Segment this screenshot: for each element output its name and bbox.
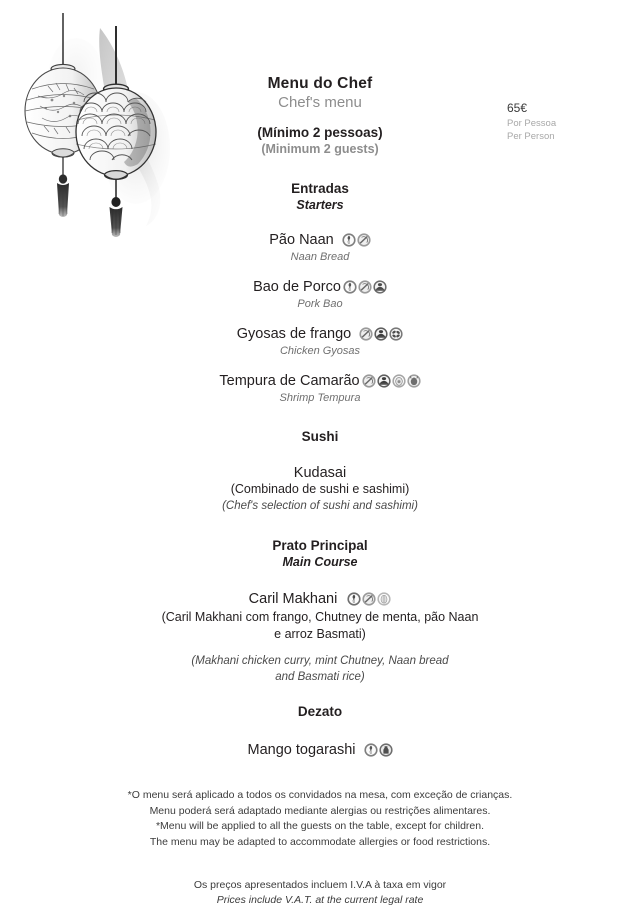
vat-note-en: Prices include V.A.T. at the current legal rate [216,894,424,906]
section-heading-sushi: Sushi [301,429,339,444]
milk-icon [362,592,376,606]
dish-name-translation: Pork Bao [297,298,343,310]
dish-description-en-line1: (Makhani chicken curry, mint Chutney, Naan bread [191,655,449,667]
section-heading-starters-translation: Starters [296,198,344,212]
dish-description-en-line2: and Basmati rice) [275,671,365,683]
minimum-guests-note-translation: (Minimum 2 guests) [261,142,379,156]
dish-gyosas-de-frango [0,324,640,359]
milk-icon [358,280,372,294]
crustacean-icon [407,374,421,388]
disclaimer-line-4: The menu may be adapted to accommodate allergies or food restrictions. [149,835,491,848]
disclaimer-block [0,788,640,850]
dish-description-pt-line1: (Caril Makhani com frango, Chutney de menta, pão Naan [161,610,479,624]
price-per-person-pt: Por Pessoa [507,118,557,129]
disclaimer-line-3: *Menu will be applied to all the guests on the table, except for children. [155,820,485,832]
dish-name-translation: Shrimp Tempura [279,392,361,404]
allergen-list [362,374,421,388]
dish-name: Gyosas de frango [236,326,352,342]
section-heading-dessert: Dezato [297,704,343,719]
disclaimer-line-1: *O menu será aplicado a todos os convidados na mesa, com exceção de crianças. [127,789,513,801]
vat-note-pt: Os preços apresentados incluem I.V.A à taxa em vigor [193,879,447,891]
dish-pao-naan [0,230,640,265]
gluten-icon [343,280,357,294]
milk-icon [357,233,371,247]
dish-description-pt-line2: e arroz Basmati) [274,627,366,641]
dish-description-en: (Chef's selection of sushi and sashimi) [222,500,418,512]
egg-icon [392,374,406,388]
allergen-list [343,280,387,294]
minimum-guests-note: (Mínimo 2 pessoas) [257,125,383,140]
price-amount: 65€ [507,101,528,115]
dish-name: Kudasai [293,465,347,481]
allergen-list [342,233,371,247]
milk-icon [362,374,376,388]
vat-note-block [0,878,640,908]
milk-icon [379,743,393,757]
soy-icon [377,374,391,388]
milk-icon [359,327,373,341]
dish-name: Caril Makhani [248,591,338,607]
dish-name-translation: Naan Bread [290,251,350,263]
dish-tempura-de-camarao [0,371,640,406]
section-heading-main-course: Prato Principal [272,538,368,553]
page-title: Menu do Chef [267,75,373,92]
nuts-icon [377,592,391,606]
dish-mango-togarashi [0,740,640,760]
section-heading-starters: Entradas [291,181,349,196]
dish-description-pt: (Combinado de sushi e sashimi) [230,482,410,496]
disclaimer-line-2: Menu poderá será adaptado mediante alergias ou restrições alimentares. [149,804,491,817]
soy-icon [373,280,387,294]
gluten-icon [342,233,356,247]
allergen-list [359,327,403,341]
page-title-translation: Chef's menu [278,94,362,111]
dish-name: Tempura de Camarão [219,373,360,389]
dish-name-translation: Chicken Gyosas [279,345,361,357]
price-per-person-en: Per Person [507,131,555,142]
section-heading-main-course-translation: Main Course [282,555,358,569]
price-block [507,100,556,143]
allergen-list [364,743,393,757]
sesame-icon [389,327,403,341]
dish-name: Pão Naan [269,232,334,248]
dish-kudasai [0,465,640,514]
allergen-list [347,592,391,606]
dish-name: Mango togarashi [247,742,356,758]
soy-icon [374,327,388,341]
gluten-icon [364,743,378,757]
dish-caril-makhani [0,589,640,685]
dish-bao-de-porco [0,277,640,312]
dish-name: Bao de Porco [253,279,341,295]
gluten-icon [347,592,361,606]
